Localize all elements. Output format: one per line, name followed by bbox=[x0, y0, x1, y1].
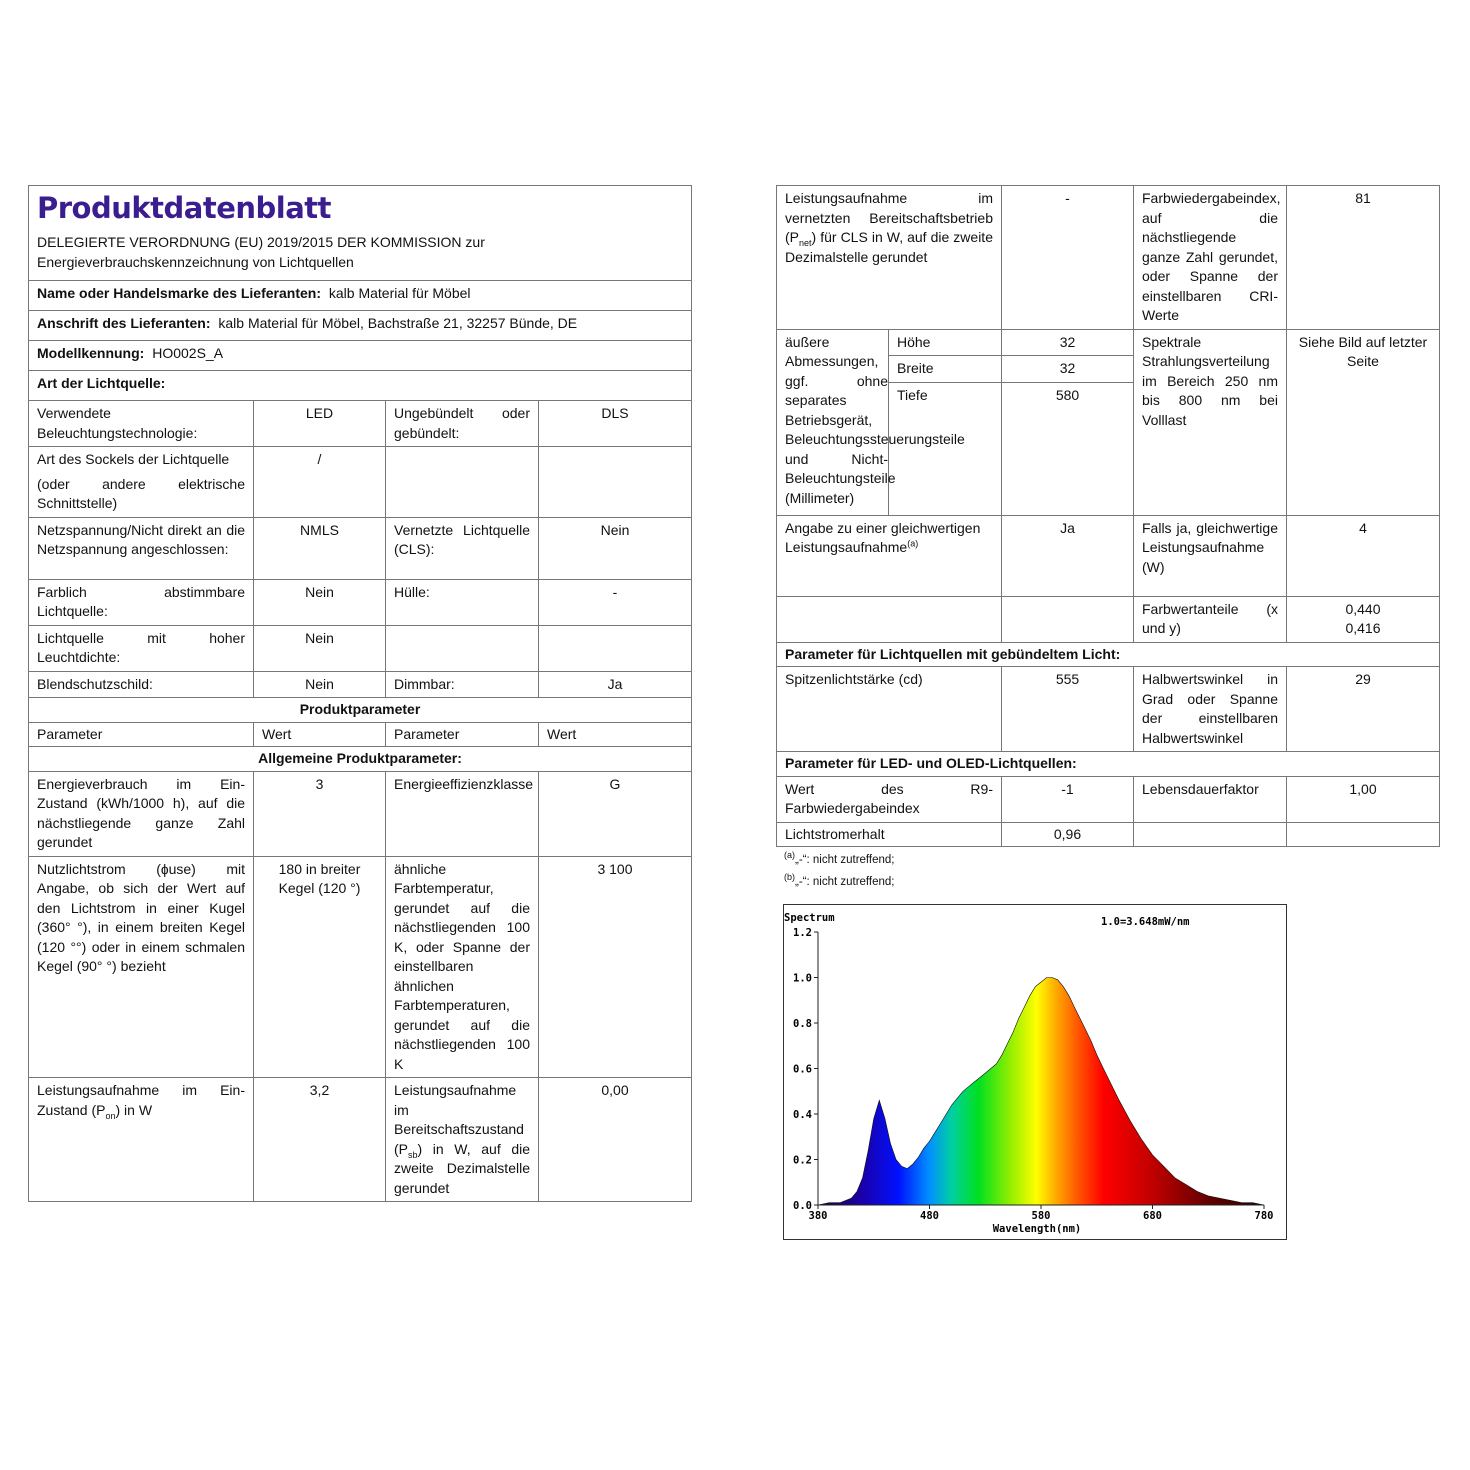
col-header-param: Parameter bbox=[29, 722, 254, 747]
empty-cell bbox=[539, 625, 692, 671]
tunable-value: Nein bbox=[254, 579, 386, 625]
envelope-label: Hülle: bbox=[386, 579, 539, 625]
regulation-text: DELEGIERTE VERORDNUNG (EU) 2019/2015 DER KOMMISSION zur Energieverbrauchskennzeichnung von Lichtquellen bbox=[37, 234, 485, 270]
dimmable-label: Dimmbar: bbox=[386, 671, 539, 698]
survival-factor-value: 1,00 bbox=[1287, 776, 1440, 822]
y-tick-label: 0.8 bbox=[793, 1018, 812, 1030]
luminous-flux-label: Nutzlichtstrom (ɸuse) mit Angabe, ob sich der Wert auf den Lichtstrom in einer Kugel (360° °), in einem breiten Kegel (120 °°) oder in einem schmalen Kegel (90° °) bezieht bbox=[29, 856, 254, 1078]
address-label: Anschrift des Lieferanten: bbox=[37, 315, 211, 331]
y-tick-label: 0.2 bbox=[793, 1154, 812, 1167]
y-tick-label: 0.0 bbox=[793, 1200, 812, 1212]
chart-annotation: 1.0=3.648mW/nm bbox=[1101, 916, 1190, 928]
anti-glare-value: Nein bbox=[254, 671, 386, 698]
col-header-value: Wert bbox=[539, 722, 692, 747]
networked-standby-value: - bbox=[1002, 186, 1134, 330]
cct-value: 3 100 bbox=[539, 856, 692, 1078]
directional-value: DLS bbox=[539, 401, 692, 447]
cct-label: ähnliche Farbtemperatur, gerundet auf die nächstliegenden 100 K, oder Spanne der einstellbaren ähnlichen Farbtemperaturen, gerundet auf die nächstliegenden 100 K bbox=[386, 856, 539, 1078]
y-tick-label: 1.0 bbox=[793, 972, 812, 985]
cri-label: Farbwiedergabeindex, auf die nächstliegende ganze Zahl gerundet, oder Spanne der einstellbaren CRI-Werte bbox=[1134, 186, 1287, 330]
col-header-param: Parameter bbox=[386, 722, 539, 747]
header-cell bbox=[29, 186, 692, 281]
beam-angle-label: Halbwertswinkel in Grad oder Spanne der einstellbaren Halbwertswinkel bbox=[1134, 667, 1287, 752]
chromaticity-y: 0,416 bbox=[1345, 620, 1381, 636]
model-label: Modellkennung: bbox=[37, 345, 145, 361]
led-params-heading: Parameter für LED- und OLED-Lichtquellen: bbox=[777, 752, 1440, 777]
chromaticity-label: Farbwertanteile (x und y) bbox=[1134, 596, 1287, 642]
tunable-label: Farblich abstimmbare Lichtquelle: bbox=[29, 579, 254, 625]
document-title: Produktdatenblatt bbox=[37, 191, 332, 225]
dimensions-label: äußere Abmessungen, ggf. ohne separates Betriebsgerät, Beleuchtungssteuerungsteile und Nicht-Beleuchtungsteile (Millimeter) bbox=[777, 329, 889, 515]
chromaticity-value bbox=[1287, 596, 1440, 642]
equivalent-watt-value: 4 bbox=[1287, 515, 1440, 596]
height-label: Höhe bbox=[889, 329, 1002, 356]
left-datasheet bbox=[28, 185, 691, 1202]
width-value: 32 bbox=[1002, 356, 1134, 383]
anti-glare-label: Blendschutzschild: bbox=[29, 671, 254, 698]
energy-consumption-label: Energieverbrauch im Ein-Zustand (kWh/1000 h), auf die nächstliegende ganze Zahl gerundet bbox=[29, 771, 254, 856]
x-tick-label: 580 bbox=[1031, 1210, 1051, 1222]
empty-cell bbox=[777, 596, 1002, 642]
survival-factor-label: Lebensdauerfaktor bbox=[1134, 776, 1287, 822]
cri-value: 81 bbox=[1287, 186, 1440, 330]
cls-label: Vernetzte Lichtquelle (CLS): bbox=[386, 517, 539, 579]
peak-intensity-label: Spitzenlichtstärke (cd) bbox=[777, 667, 1002, 752]
empty-cell bbox=[1002, 596, 1134, 642]
x-tick-label: 480 bbox=[920, 1210, 939, 1222]
empty-cell bbox=[1134, 822, 1287, 847]
equivalent-watt-label: Falls ja, gleichwertige Leistungsaufnahme (W) bbox=[1134, 515, 1287, 596]
height-value: 32 bbox=[1002, 329, 1134, 356]
light-source-type-heading: Art der Lichtquelle: bbox=[29, 371, 692, 401]
spd-value: Siehe Bild auf letzter Seite bbox=[1287, 329, 1440, 515]
networked-standby-label: Leistungsaufnahme im vernetzten Bereitschaftsbetrieb $(P_{net})$ für CLS in W, auf die zweite Dezimalstelle gerundet bbox=[777, 186, 1002, 330]
standby-power-value: 0,00 bbox=[539, 1078, 692, 1202]
spd-label: Spektrale Strahlungsverteilung im Bereich 250 nm bis 800 nm bei Volllast bbox=[1134, 329, 1287, 515]
depth-value: 580 bbox=[1002, 382, 1134, 515]
r9-value: -1 bbox=[1002, 776, 1134, 822]
right-datasheet bbox=[776, 185, 1439, 893]
footnote-b: $^{(b)}$„-“: nicht zutreffend; bbox=[784, 872, 895, 888]
spectrum-chart bbox=[783, 904, 1287, 1240]
peak-intensity-value: 555 bbox=[1002, 667, 1134, 752]
cap-type-value: / bbox=[254, 447, 386, 518]
cap-type-label: Art des Sockels der Lichtquelle bbox=[37, 451, 230, 467]
equivalent-power-value: Ja bbox=[1002, 515, 1134, 596]
lumen-maintenance-value: 0,96 bbox=[1002, 822, 1134, 847]
standby-power-label: Leistungsaufnahme im Bereitschaftszustand $(P_{sb})$ in W, auf die zweite Dezimalstelle gerundet bbox=[386, 1078, 539, 1202]
chart-title: Spectrum bbox=[784, 912, 835, 924]
cls-value: Nein bbox=[539, 517, 692, 579]
x-axis-label: Wavelength(nm) bbox=[992, 1223, 1082, 1235]
technology-label: Verwendete Beleuchtungstechnologie: bbox=[29, 401, 254, 447]
footnote-a: $^{(a)}$„-“: nicht zutreffend; bbox=[784, 850, 895, 866]
energy-class-label: Energieeffizienzklasse bbox=[386, 771, 539, 856]
energy-class-value: G bbox=[539, 771, 692, 856]
model-value: HO002S_A bbox=[152, 345, 224, 361]
high-luminance-label: Lichtquelle mit hoher Leuchtdichte: bbox=[29, 625, 254, 671]
energy-consumption-value: 3 bbox=[254, 771, 386, 856]
envelope-value: - bbox=[539, 579, 692, 625]
lumen-maintenance-label: Lichtstromerhalt bbox=[777, 822, 1002, 847]
col-header-value: Wert bbox=[254, 722, 386, 747]
empty-cell bbox=[386, 447, 539, 518]
model-row bbox=[29, 341, 692, 371]
address-value: kalb Material für Möbel, Bachstraße 21, 32257 Bünde, DE bbox=[218, 315, 578, 331]
chromaticity-x: 0,440 bbox=[1345, 600, 1381, 617]
luminous-flux-value: 180 in breiter Kegel (120 °) bbox=[254, 856, 386, 1078]
x-tick-label: 780 bbox=[1254, 1210, 1274, 1222]
width-label: Breite bbox=[889, 356, 1002, 383]
dimmable-value: Ja bbox=[539, 671, 692, 698]
mains-value: NMLS bbox=[254, 517, 386, 579]
address-row bbox=[29, 311, 692, 341]
on-mode-power-label: Leistungsaufnahme im Ein-Zustand $(P_{on})$ in W bbox=[29, 1078, 254, 1202]
cap-type-cell bbox=[29, 447, 254, 518]
beam-angle-value: 29 bbox=[1287, 667, 1440, 752]
supplier-value: kalb Material für Möbel bbox=[328, 285, 471, 301]
technology-value: LED bbox=[254, 401, 386, 447]
r9-label: Wert des R9-Farbwiedergabeindex bbox=[777, 776, 1002, 822]
supplier-row bbox=[29, 281, 692, 311]
general-params-heading: Allgemeine Produktparameter: bbox=[29, 747, 692, 772]
on-mode-power-value: 3,2 bbox=[254, 1078, 386, 1202]
y-tick-label: 0.6 bbox=[793, 1063, 812, 1076]
empty-cell bbox=[1287, 822, 1440, 847]
product-params-heading: Produktparameter bbox=[29, 698, 692, 723]
directional-label: Ungebündelt oder gebündelt: bbox=[386, 401, 539, 447]
equivalent-power-label: Angabe zu einer gleichwertigen Leistungsaufnahme$^{(a)}$ bbox=[777, 515, 1002, 596]
empty-cell bbox=[386, 625, 539, 671]
y-tick-label: 0.4 bbox=[793, 1109, 812, 1121]
x-tick-label: 680 bbox=[1143, 1210, 1162, 1222]
cap-type-sublabel: (oder andere elektrische Schnittstelle) bbox=[37, 475, 245, 511]
mains-label: Netzspannung/Nicht direkt an die Netzspannung angeschlossen: bbox=[29, 517, 254, 579]
y-tick-label: 1.2 bbox=[793, 927, 812, 939]
depth-label: Tiefe bbox=[889, 382, 1002, 515]
x-tick-label: 380 bbox=[808, 1210, 828, 1222]
high-luminance-value: Nein bbox=[254, 625, 386, 671]
supplier-label: Name oder Handelsmarke des Lieferanten: bbox=[37, 285, 321, 301]
empty-cell bbox=[539, 447, 692, 518]
directional-params-heading: Parameter für Lichtquellen mit gebündeltem Licht: bbox=[777, 642, 1440, 667]
